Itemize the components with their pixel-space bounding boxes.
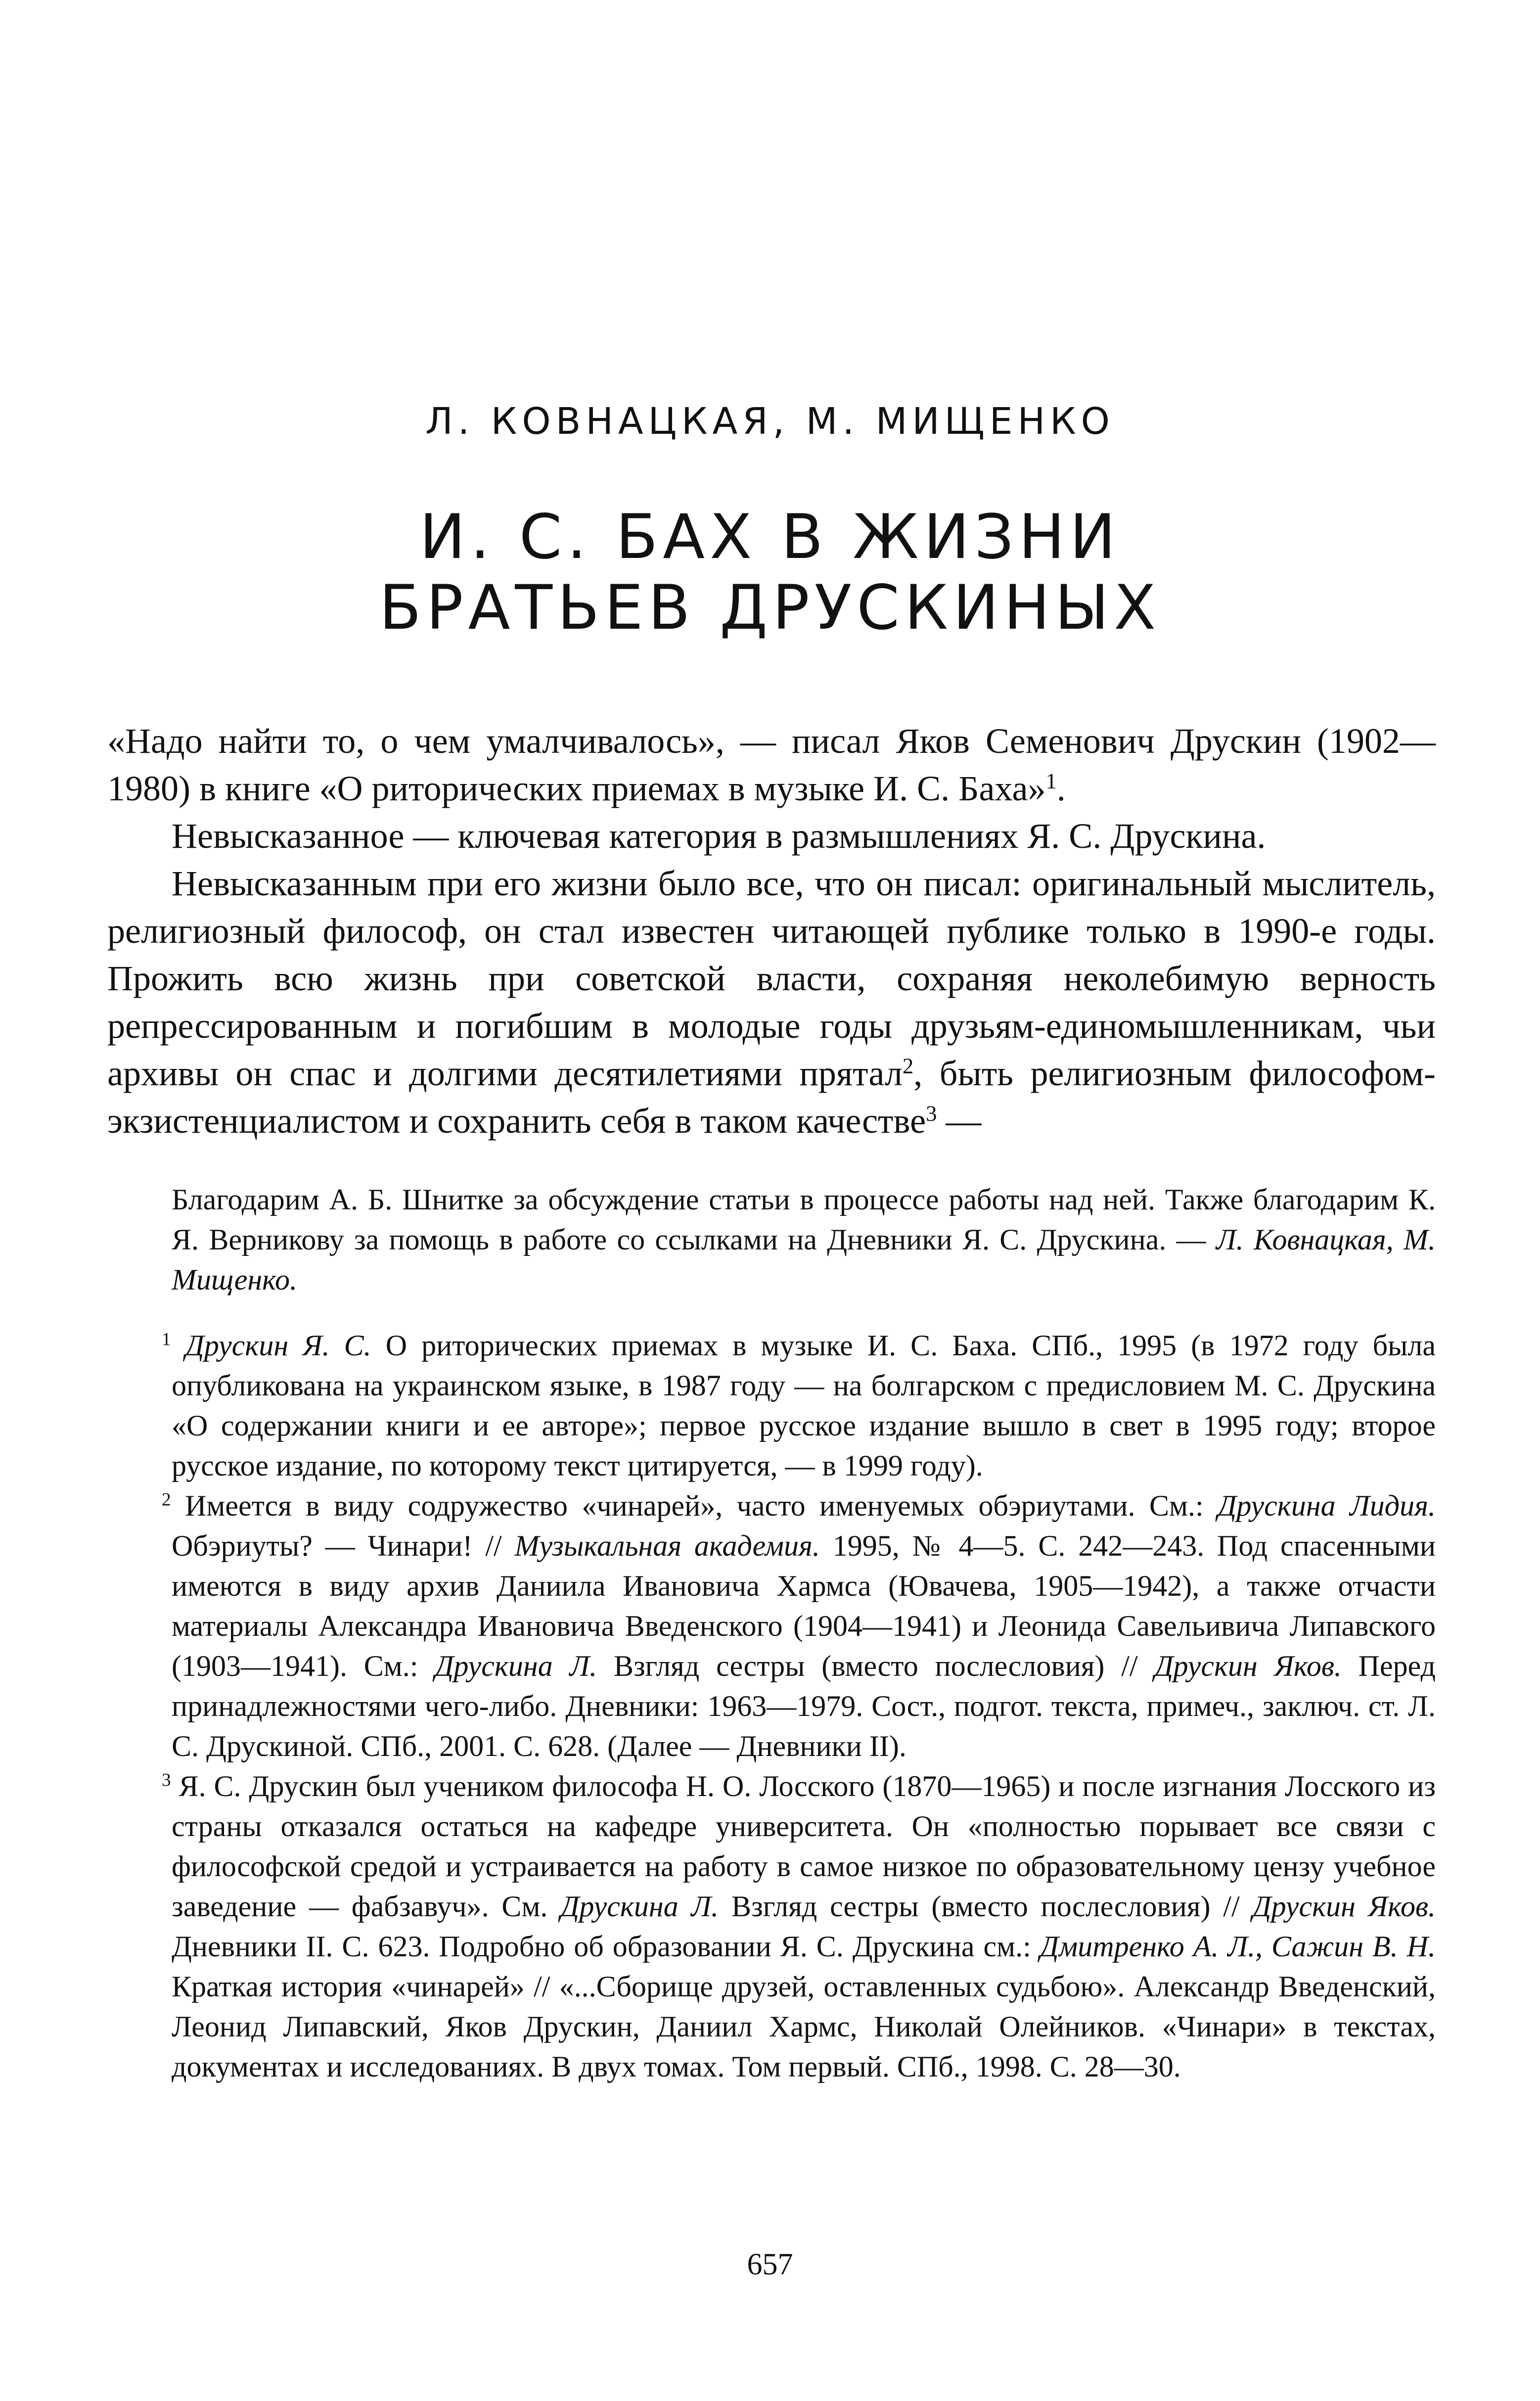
footnote-text: Взгляд сестры (вместо послесловия) //: [719, 1890, 1253, 1923]
body-text-run: , быть религиозным философом-экзистенциалистом и сохранить себя в таком качестве: [107, 1054, 1436, 1141]
footnote-1: [107, 1326, 1436, 1486]
footnote-text: Перед принадлежностями чего-либо. Дневники: 1963—1979. Сост., подгот. текста, примеч., заключ. ст. Л. С. Друскиной. СПб., 2001. С. 628. (Далее — Дневники II).: [172, 1650, 1436, 1762]
body-paragraph: [107, 717, 1436, 812]
citation-author: Друскин Яков.: [1154, 1650, 1342, 1682]
footnote-ref-1: 1: [1045, 768, 1057, 793]
body-text-run: Невысказанным при его жизни было все, что он писал: оригинальный мыслитель, религиозный философ, он стал известен читающей публике только в 1990-е годы. Прожить всю жизнь при советской власти, сохраняя неколебимую верность репрессированным и погибшим в молодые годы друзьям-единомышленникам, чьи архивы он спас и долгими десятилетиями прятал: [107, 864, 1436, 1093]
body-paragraph: Невысказанное — ключевая категория в размышлениях Я. С. Друскина.: [172, 816, 1266, 856]
body-text-run: «Надо найти то, о чем умалчивалось», — писал Яков Семенович Друскин (1902—1980) в книге «О риторических приемах в музыке И. С. Баха»: [107, 721, 1436, 808]
footnote-text: 1995, № 4—5. С. 242—243. Под спасенными имеются в виду архив Даниила Ивановича Хармса (Ювачева, 1905—1942), а также отчасти материалы Александра Ивановича Введенского (1904—1941) и Леонида Савельивича Липавского (1903—1941). См.:: [172, 1529, 1436, 1682]
citation-source: Музыкальная академия.: [514, 1529, 820, 1562]
citation-author: Друскина Лидия.: [1218, 1489, 1436, 1522]
footnote-text: Я. С. Друскин был учеником философа Н. О. Лосского (1870—1965) и после изгнания Лосского из страны отказался остаться на кафедре университета. Он «полностью порывает все связи с философской средой и устраивается на работу в самое низкое по образовательному цензу учебное заведение — фабзавуч». См.: [171, 1770, 1436, 1923]
citation-author: Друскина Л.: [560, 1890, 719, 1923]
citation-author: Друскин Я. С.: [185, 1329, 371, 1362]
footnote-spacer: [107, 1300, 1436, 1326]
footnote-text: Дневники II. С. 623. Подробно об образовании Я. С. Друскина см.:: [172, 1930, 1040, 1963]
acknowledgement: [107, 1180, 1436, 1300]
footnote-number: 2: [162, 1489, 171, 1510]
article-title-line-2: БРАТЬЕВ ДРУСКИНЫХ: [379, 572, 1161, 644]
footnote-text: О риторических приемах в музыке И. С. Баха. СПб., 1995 (в 1972 году была опубликована на украинском языке, в 1987 году — на болгарском с предисловием М. С. Друскина «О содержании книги и ее авторе»; первое русское издание вышло в свет в 1995 году; второе русское издание, по которому текст цитируется, — в 1999 году).: [172, 1329, 1436, 1482]
footnote-number: 1: [162, 1329, 171, 1350]
article-title: [0, 502, 1540, 644]
article-authors: Л. КОВНАЦКАЯ, М. МИЩЕНКО: [425, 400, 1115, 443]
footnote-text: Имеется в виду содружество «чинарей», часто именуемых обэриутами. См.:: [171, 1489, 1218, 1522]
footnote-ref-3: 3: [926, 1101, 937, 1126]
body-text-run: —: [937, 1101, 982, 1141]
citation-author: Друскин Яков.: [1252, 1890, 1436, 1923]
ack-text: Благодарим А. Б. Шнитке за обсуждение статьи в процессе работы над ней. Также благодарим К. Я. Верникову за помощь в работе со ссылками на Дневники Я. С. Друскина. —: [172, 1183, 1436, 1256]
footnote-text: Краткая история «чинарей» // «...Сборище друзей, оставленных судьбою». Александр Введенский, Леонид Липавский, Яков Друскин, Даниил Хармс, Николай Олейников. «Чинари» в текстах, документах и исследованиях. В двух томах. Том первый. СПб., 1998. С. 28—30.: [172, 1970, 1436, 2083]
footnote-number: 3: [162, 1770, 171, 1791]
footnote-ref-2: 2: [902, 1053, 914, 1078]
main-text: [107, 717, 1436, 1145]
footnote-3: [107, 1766, 1436, 2087]
footnote-text: Взгляд сестры (вместо послесловия) //: [597, 1650, 1155, 1682]
footnote-text: Обэриуты? — Чинари! //: [172, 1529, 515, 1562]
page-number: 657: [747, 2248, 793, 2281]
body-text-run: .: [1056, 769, 1066, 808]
article-title-line-1: И. С. БАХ В ЖИЗНИ: [419, 502, 1121, 573]
ack-signature: Л. Ковнацкая, М. Мищенко.: [172, 1223, 1436, 1296]
footnote-2: [107, 1486, 1436, 1766]
citation-author: Дмитренко А. Л., Сажин В. Н.: [1040, 1930, 1436, 1963]
footnotes: [107, 1180, 1436, 2087]
body-paragraph: [107, 860, 1436, 1145]
citation-author: Друскина Л.: [435, 1650, 597, 1682]
